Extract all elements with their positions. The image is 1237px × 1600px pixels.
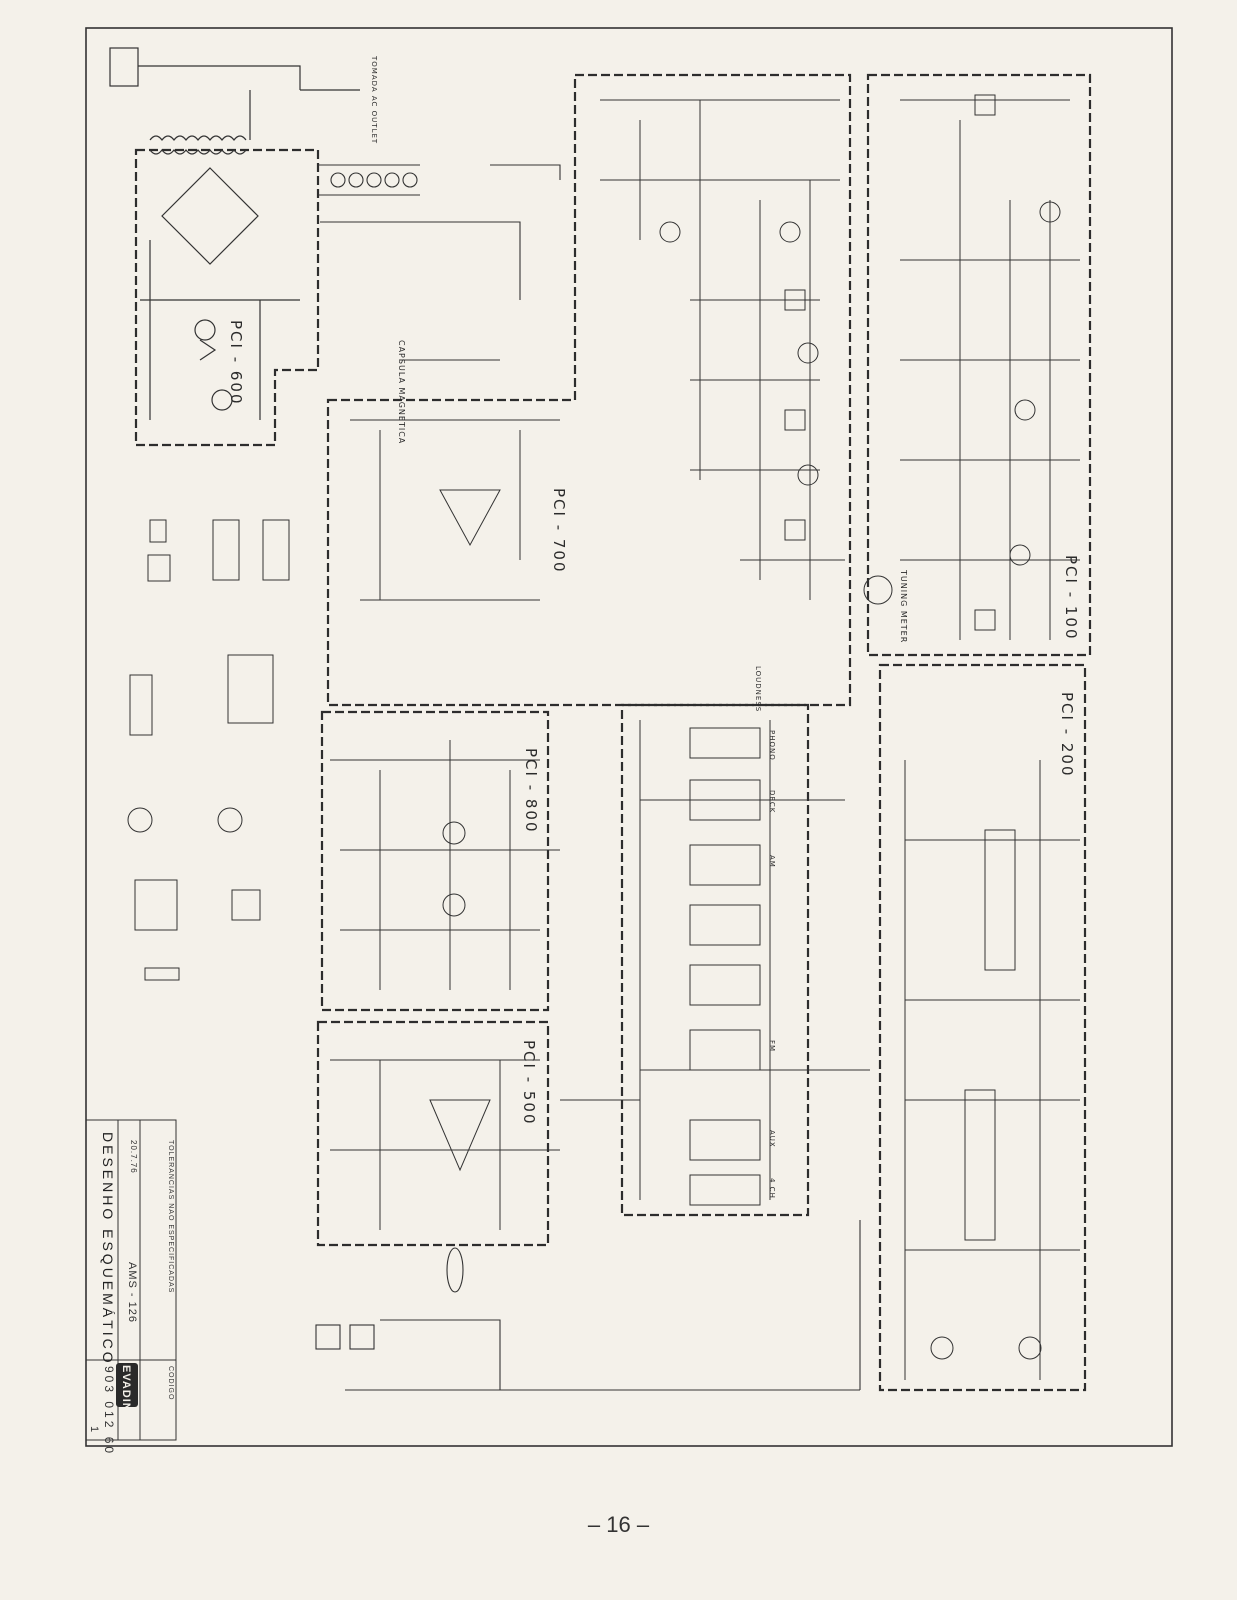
cassette-input-label: CAPSULA MAGNETICA xyxy=(397,340,406,445)
drawing-date: 20.7.76 xyxy=(129,1140,138,1174)
page-number: – 16 – xyxy=(587,1512,650,1537)
pci800-transistor-1 xyxy=(443,822,465,844)
switch-bus xyxy=(560,720,870,1200)
bridge-rectifier xyxy=(162,168,258,264)
footprint-bridge xyxy=(135,880,177,930)
board-label-pci-500: PCI - 500 xyxy=(520,1040,538,1126)
fm-label: FM xyxy=(768,1040,776,1053)
loudness-label: LOUDNESS xyxy=(754,666,762,713)
aux-label: AUX xyxy=(768,1130,776,1148)
footprint-ic-2 xyxy=(263,520,289,580)
title-block-note: TOLERANCIAS NAO ESPECIFICADAS xyxy=(167,1140,174,1294)
footprint-power-ic xyxy=(228,655,273,723)
tuner-transistor-1 xyxy=(660,222,680,242)
board-label-pci-700: PCI - 700 xyxy=(550,488,568,574)
pci700-wiring xyxy=(600,100,845,600)
output-jack-1 xyxy=(316,1325,340,1349)
pci800-transistor-2 xyxy=(443,894,465,916)
lamp-1 xyxy=(331,173,345,187)
switch-fm-3 xyxy=(690,1030,760,1070)
footprint-transistor-1 xyxy=(128,808,152,832)
switch-aux xyxy=(690,1120,760,1160)
regulator-transistor-1 xyxy=(195,320,215,340)
board-outline-pci-100 xyxy=(868,75,1090,655)
drawing-frame xyxy=(86,28,1172,1446)
cable-loop xyxy=(447,1248,463,1292)
board-label-pci-200: PCI - 200 xyxy=(1058,692,1076,778)
tuner-transistor-3 xyxy=(798,343,818,363)
switch-fm-2 xyxy=(690,965,760,1005)
board-label-pci-800: PCI - 800 xyxy=(522,748,540,834)
tuner-transistor-4 xyxy=(798,465,818,485)
ac-outlet-label: TOMADA AC OUTLET xyxy=(370,56,378,145)
lamp-5 xyxy=(403,173,417,187)
code-label: CODIGO xyxy=(167,1366,174,1401)
footprint-ic-1 xyxy=(213,520,239,580)
preamp-opamp xyxy=(440,490,500,545)
am-label: AM xyxy=(768,855,776,868)
sheet-number: 1 xyxy=(88,1426,100,1434)
footprint-diode xyxy=(145,968,179,980)
lamp-3 xyxy=(367,173,381,187)
switch-fm-1 xyxy=(690,905,760,945)
pci200-ic-1 xyxy=(985,830,1015,970)
pci200-ic-2 xyxy=(965,1090,995,1240)
output-jack-2 xyxy=(350,1325,374,1349)
switch-am xyxy=(690,845,760,885)
lamp-4 xyxy=(385,173,399,187)
switch-4ch xyxy=(690,1175,760,1205)
pci200-wiring xyxy=(905,760,1080,1380)
switch-phono xyxy=(690,728,760,758)
transformer-primary xyxy=(150,136,246,140)
footprint-multipin xyxy=(130,675,152,735)
phono-label: PHONO xyxy=(768,730,776,761)
4ch-label: 4 CH xyxy=(768,1178,776,1199)
fm-transistor-2 xyxy=(1015,400,1035,420)
pci200-transistor-2 xyxy=(1019,1337,1041,1359)
ifts xyxy=(785,290,805,540)
preamp-wiring xyxy=(350,360,560,600)
board-outline-pci-700 xyxy=(328,75,850,705)
tuning-meter-dial xyxy=(864,576,892,604)
tuner-transistor-2 xyxy=(780,222,800,242)
footprint-cap-1 xyxy=(150,520,166,542)
deck-label: DECK xyxy=(768,790,776,814)
footprint-transistor-2 xyxy=(218,808,242,832)
board-label-pci-100: PCI - 100 xyxy=(1062,555,1080,641)
pci100-wiring xyxy=(900,100,1080,640)
board-outline-pci-500 xyxy=(318,1022,548,1245)
board-label-pci-600: PCI - 600 xyxy=(227,320,245,406)
lamp-wiring xyxy=(318,165,560,300)
pci200-transistor-1 xyxy=(931,1337,953,1359)
pci500-opamp xyxy=(430,1100,490,1170)
model-number: AMS - 126 xyxy=(126,1262,138,1323)
board-outline-switches xyxy=(622,705,808,1215)
evadin-logo: EVADIN xyxy=(116,1363,138,1407)
tuning-meter-label: TUNING METER xyxy=(899,570,908,644)
power-wiring xyxy=(138,66,360,420)
footprint-cap-2 xyxy=(148,555,170,581)
lamp-2 xyxy=(349,173,363,187)
board-outline-pci-800 xyxy=(322,712,548,1010)
drawing-code: 903 012 60 xyxy=(102,1366,116,1457)
fm-transistor-3 xyxy=(1010,545,1030,565)
drawing-title: DESENHO ESQUEMÁTICO xyxy=(100,1132,116,1366)
footprint-regulator xyxy=(232,890,260,920)
terminal-block xyxy=(110,48,138,86)
board-outline-pci-200 xyxy=(880,665,1085,1390)
pci100-ifts xyxy=(975,95,995,630)
